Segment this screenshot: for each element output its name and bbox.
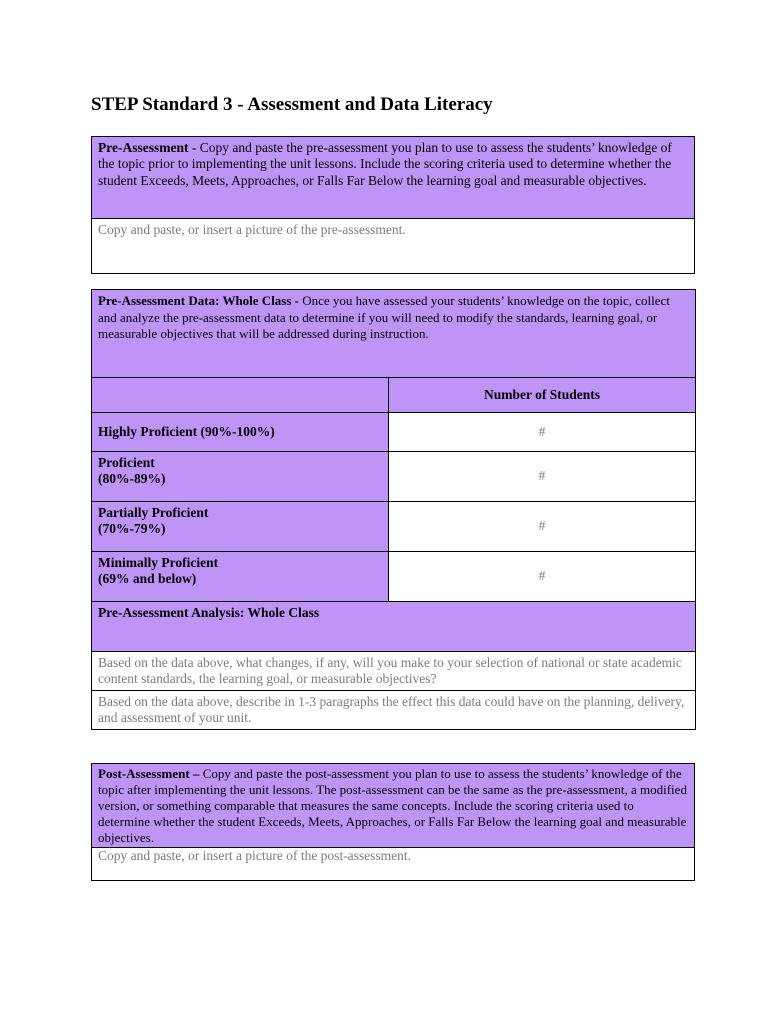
pre-assessment-response-field[interactable] — [92, 219, 695, 274]
page-title: STEP Standard 3 - Assessment and Data Literacy — [91, 94, 493, 115]
data-instructions — [92, 290, 696, 378]
pre-assessment-text: - Copy and paste the pre-assessment you plan to use to assess the students’ knowledge of the topic prior to implementing the unit lessons. Include the scoring criteria used to determine whether the student Exceeds, Meets, Approaches, or Falls Far Below the learning goal and measurable objectives. — [98, 140, 672, 188]
header-empty-cell — [92, 378, 389, 413]
partially-proficient-count-field[interactable]: # — [389, 502, 696, 552]
number-of-students-header: Number of Students — [389, 378, 696, 413]
pre-assessment-placeholder: Copy and paste, or insert a picture of the pre-assessment. — [98, 222, 406, 237]
analysis-effect-response-field[interactable]: Based on the data above, describe in 1-3 paragraphs the effect this data could have on the planning, delivery, and assessment of your unit. — [92, 691, 696, 730]
pre-assessment-data-table — [91, 289, 696, 730]
minimally-proficient-count-field[interactable]: # — [389, 552, 696, 602]
post-assessment-response-field[interactable] — [92, 848, 695, 881]
row-label-minimally-proficient: Minimally Proficient (69% and below) — [92, 552, 389, 602]
pre-assessment-instructions — [92, 137, 695, 219]
row-label-proficient: Proficient (80%-89%) — [92, 452, 389, 502]
pre-assessment-table — [91, 136, 695, 274]
data-text: Once you have assessed your students’ knowledge on the topic, collect and analyze the pre-assessment data to determine if you will need to modify the standards, learning goal, or measurable objectives that will be addressed during instruction. — [98, 293, 670, 341]
proficient-count-field[interactable]: # — [389, 452, 696, 502]
post-assessment-heading: Post-Assessment – — [98, 766, 200, 781]
analysis-standards-response-field[interactable]: Based on the data above, what changes, if any, will you make to your selection of national or state academic content standards, the learning goal, or measurable objectives? — [92, 652, 696, 691]
post-assessment-instructions — [92, 764, 695, 848]
post-assessment-table — [91, 763, 695, 881]
data-heading: Pre-Assessment Data: Whole Class - — [98, 293, 299, 308]
row-label-partially-proficient: Partially Proficient (70%-79%) — [92, 502, 389, 552]
analysis-heading: Pre-Assessment Analysis: Whole Class — [92, 602, 696, 652]
row-label-highly-proficient: Highly Proficient (90%-100%) — [92, 413, 389, 452]
post-assessment-text: Copy and paste the post-assessment you plan to use to assess the students’ knowledge of the topic after implementing the unit lessons. The post-assessment can be the same as the pre-assessment, a modified version, or something comparable that measures the same concepts. Include the scoring criteria used to determine whether the student Exceeds, Meets, Approaches, or Falls Far Below the learning goal and measurable objectives. — [98, 766, 687, 845]
pre-assessment-heading: Pre-Assessment — [98, 140, 189, 155]
post-assessment-placeholder: Copy and paste, or insert a picture of the post-assessment. — [98, 848, 412, 863]
highly-proficient-count-field[interactable]: # — [389, 413, 696, 452]
